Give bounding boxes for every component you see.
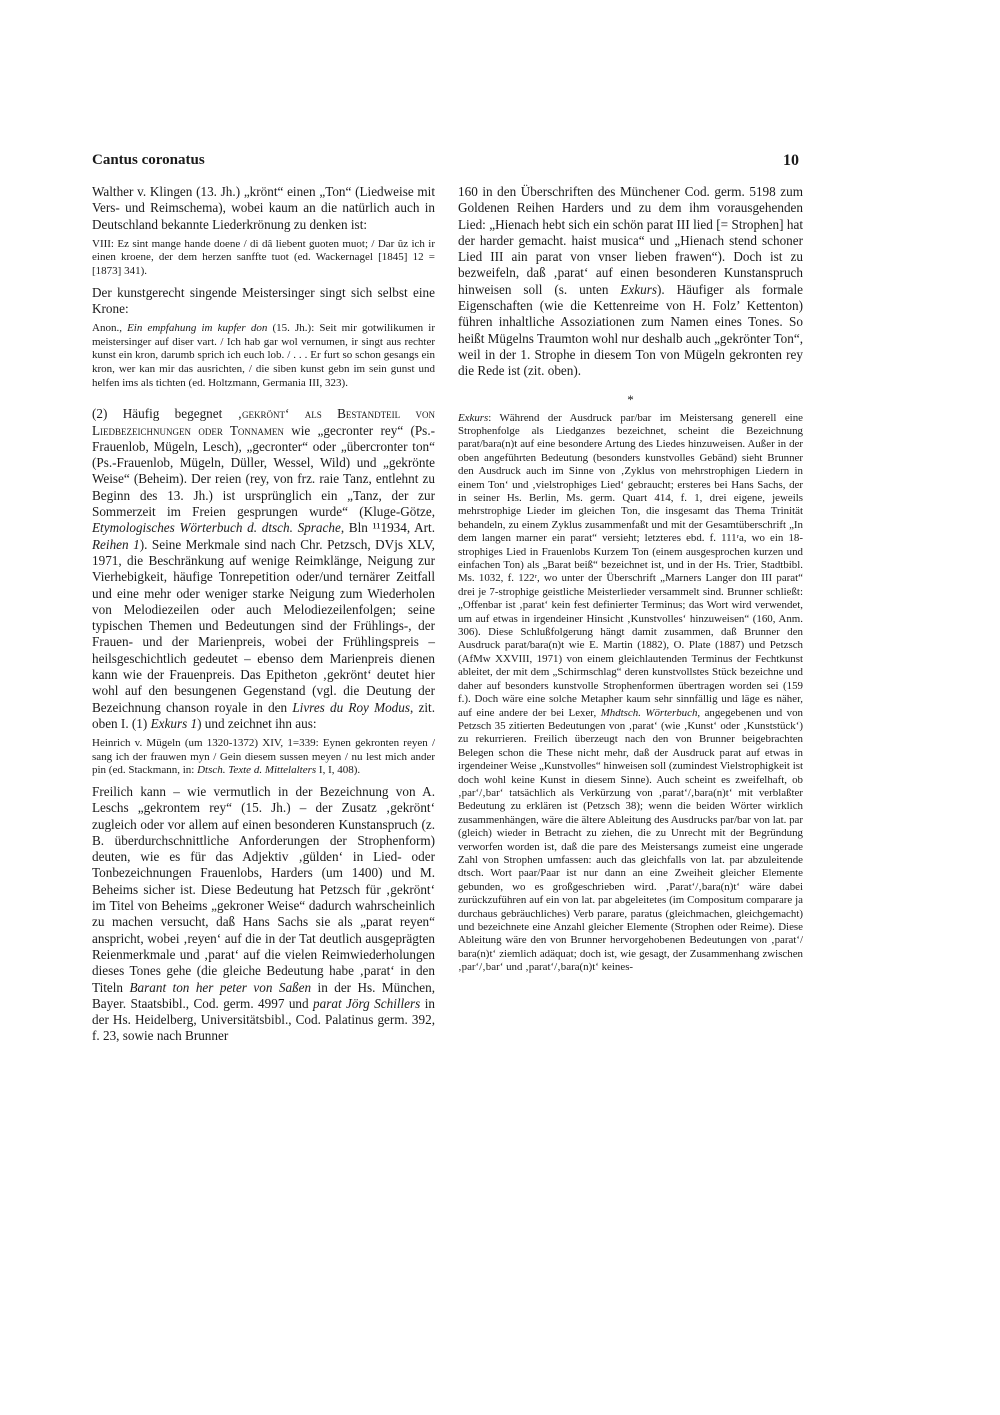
- running-title: Cantus coronatus: [92, 152, 205, 168]
- paragraph-2: Der kunstgerecht singende Meistersinger singt sich selbst eine Krone:: [92, 284, 435, 316]
- paragraph-4: [92, 784, 435, 1045]
- page-number: 10: [783, 152, 799, 169]
- text: 160 in den Überschriften des Münchener Cod. germ. 5198 zum Goldenen Reihen Harders und zu dem ihm vorausgehenden Lied: „Hienach hebt sich ein schön parat III lied [= Strophen] hat der harder gemacht. haist musica“ und „Hienach stend schoner Lied III ain parat von vnser lieben frawen“). Doch ist zu bezweifeln, daß ‚parat‘ auf einen besonderen Kunstanspruch hinweisen soll (s. unten: [458, 184, 803, 297]
- exkurs-label: Exkurs: [458, 411, 489, 424]
- text: Heinrich v. Mügeln (um 1320-1372) XIV, 1=339: Eynen gekronten reyen / sang ich der frauwen myn / Gein diesem sussen meyen / nu lest mich ander pin (ed. Stackmann, in:: [92, 737, 435, 777]
- quote-anon: [92, 322, 435, 390]
- title: Barant ton her peter von Saßen: [129, 979, 312, 995]
- text: ). Häufiger als formale Eigenschaften (wie die Kettenreime von H. Folz’ Kettenton) führen inhaltliche Assoziationen zum Namen eines Tones. So heißt Mügelns Traumton wohl nur deshalb auch „gekrönter Ton“, weil in der 1. Strophe in diesem Ton von Mügeln gekronten rey die Rede ist (zit. oben).: [458, 281, 803, 379]
- text: : Während der Ausdruck par/bar im Meistersang generell eine Strophenfolge als Liedganzes bezeichnet, scheint die Bezeichnung parat/bara(n)t auf eine besondere Artung des Liedes hinzuweisen. Außer in der oben angeführten Bedeutung (besonders kunstvolles Gebänd) sieht Brunner den Ausdruck auch im Sinne von ‚Zyklus von mehrstrophigen Liedern in einem Ton‘ und ‚vielstrophiges Lied‘ gebraucht; ersteres bei Hans Sachs, der in seiner Hs. Berlin, Ms. germ. Quart 414, f. 1, drei eigene, jeweils mehrstrophige Lieder im gleichen Ton, die insgesamt das Thema Trinität behandeln, zu einem Zyklus zusammenfaßt und mit der Gesamtüberschrift „In dem langen marner ein parat“ versieht; letzteres ebd. f. 111ʳa, wo ein 18-strophiges Lied in Frauenlobs Kurzem Ton (einem ausgesprochen kurzen und einfachen Ton) als „Barat beiß“ bezeichnet ist, und in der Hs. Trier, Stadtbibl. Ms. 1032, f. 122ʳ, wo unter der Überschrift „Marners Langer don III parat“ drei je 7-strophige geistliche Meisterlieder versammelt sind. Brunner schließt: „Offenbar ist ‚parat‘ kein fest definierter Terminus; das Wort wird verwendet, um auf etwas in irgendeiner Hinsicht ‚Kunstvolles‘ hinzuweisen“ (160, Anm. 306). Diese Schlußfolgerung hängt damit zusammen, daß Brunner den Ausdruck parat/bara(n)t wie E. Martin (1882), O. Plate (1887) und Petzsch (AfMw XXVIII, 1971) von einem gleichlautenden Terminus der Fechtkunst ableitet, der mit dem „Schirmschlag“ deren kunstvollstes Stück bezeichne und daher auf besonders kunstvolle Strophenformen übertragen worden sei (159 f.). Doch wäre eine solche Metapher kaum sehr sinnfällig und läge es näher, auf eine andere der bei Lexer,: [458, 411, 803, 719]
- text: wie „gecronter rey“ (Ps.-Frauenlob, Mügeln, Lesch), „gecronter“ oder „übercronter ton“ (Ps.-Frauenlob, Mügeln, Düller, Wessel, Wild) und „gekrönte Weise“ (Beheim). Der reien (rey, von frz. raie Tanz, entlehnt zu Beginn des 13. Jh.) ist ursprünglich ein „Tanz, der zur Sommerzeit im Freien gesprungen wurde“ (Kluge-Götze,: [92, 422, 436, 520]
- quote-wackernagel: VIII: Ez sint mange hande doene / di dâ liebent guoten muot; / Dar ûz ich ir einen kroene, der dem herzen sanffte tuot (ed. Wackernagel [1845] 12 = [1873] 341).: [92, 237, 435, 278]
- book-title: Etymologisches Wörterbuch d. dtsch. Sprache: [92, 520, 341, 536]
- text: ) und zeichnet ihn aus:: [197, 715, 317, 731]
- text: I, I, 408).: [316, 764, 361, 777]
- text: (2) Häufig begegnet ‚: [92, 406, 243, 422]
- section-separator: *: [627, 391, 634, 407]
- section-heading: gekrönt‘ als Bestandteil von Liedbezeichnungen oder Tonnamen: [92, 406, 435, 438]
- title: parat Jörg Schillers: [313, 995, 421, 1011]
- right-column: [458, 184, 803, 975]
- cross-reference: Exkurs 1: [150, 715, 198, 731]
- exkurs-note: [458, 412, 803, 975]
- book-title: Livres du Roy Modus: [292, 699, 411, 715]
- text: , Bln ¹¹1934, Art.: [340, 520, 435, 536]
- text: ). Seine Merkmale sind nach Chr. Petzsch, DVjs XLV, 1971, die Beschränkung auf wenige Reimklänge, Neigung zur Vierhebigkeit, häufige Tonrepetition oder/und ternärer Zeitfall und eine mehr oder weniger starke Neigung zum Wiederholen von Melodiezeilen oder auch Melodiezeilenfolgen; seine typischen Themen und Bedeutungen sind der Frühlings-, der Frauen- und der Marienpreis, wobei der Frühlingspreis – heilsgeschichtlich gedeutet – ebenso dem Marienpreis dienen kann wie der Frauenpreis. Das Epitheton ‚gekrönt‘ deutet hier wohl auf den besungenen Gegenstand (vgl. die Deutung der Bezeichnung chanson royale in den: [92, 536, 435, 715]
- quote-muegeln: [92, 737, 435, 778]
- text: , angegebenen und von Petzsch 35 zitierten Bedeutungen von ‚parat‘ (wie ‚Kunst‘ oder ‚Kunststück‘) zu rekurrieren. Freilich überzeugt nach den von Brunner beigebrachten Belegen schon die These nicht mehr, daß der Ausdruck parat auf etwas in irgendeiner Weise „Kunstvolles“ hinweisen soll (zumindest Vielstrophigkeit ist doch wohl keine Kunst in diesem Sinne). Auch scheint es zweifelhaft, ob ‚par‘/‚bar‘ tatsächlich als Verkürzung von ‚parat‘/‚bara(n)t‘ mit verblaßter Bedeutung zu erklären ist (Petzsch 38); wenn die beiden Wörter wirklich zusammenhängen, wäre die ältere Ableitung des Ausdrucks par/bar von lat. par (gleich) wieder in Betracht zu ziehen, die zu Unrecht mit der Begründung verworfen worden ist, daß die pare des Meistersangs zumeist eine ungerade Zahl von Strophen umfassen: auch das gleichfalls von lat. par abzuleitende dtsch. Wort paar/Paar ist nur dann an eine Zweiheit gleicher Elemente gebunden, wo es großgeschrieben wird. ‚Parat‘/‚bara(n)t‘ wäre dabei zurückzuführen auf ein von lat. par abgeleitetes (im Compositum comparare ja durchaus gebräuchliches) Verb parare, paratus (gleichmachen, gleichgemacht) und bezeichnete eine Anzahl gleicher Elemente (Strophen oder Reime). Diese Ableitung wäre den von Brunner hervorgehobenen Bedeutungen von ‚parat‘/ bara(n)t‘ ziemlich adäquat; doch ist, wie gesagt, der Zusammenhang zwischen ‚par‘/‚bar‘ und ‚parat‘/‚bara(n)t‘ keines-: [458, 706, 804, 974]
- book-title: Mhdtsch. Wörterbuch: [600, 706, 698, 719]
- text: Freilich kann – wie vermutlich in der Bezeichnung von A. Leschs „gekrontem rey“ (15. Jh.) – der Zusatz ‚gekrönt‘ zugleich oder vor allem auf einen besonderen Kunstanspruch (z. B. überdurchschnittliche Anforderungen der Strophenform) deuten, wie es für das Adjektiv ‚gülden‘ in Lied- oder Tonbezeichnungen Frauenlobs, Harders (um 1400) und M. Beheims sicher ist. Diese Bedeutung hat Petzsch für ‚gekrönt‘ im Titel von Beheims „gekroner Weise“ dadurch wahrscheinlich zu machen versucht, daß Hans Sachs sie als „parat reyen“ anspricht, wobei ‚reyen‘ auf die in der Tat deutlich ausgeprägten Reienmerkmale und ‚parat‘ auf die vielen Reimwiederholungen dieses Tones gehe (die gleiche Bedeutung habe ‚parat‘ in den Titeln: [92, 783, 435, 995]
- text: in der Hs. München, Bayer. Staatsbibl., Cod. germ. 4997 und: [92, 979, 435, 1011]
- article-title: Reihen 1: [92, 536, 140, 552]
- cross-reference: Exkurs: [620, 281, 657, 297]
- quote-anon-text: (15. Jh.): Seit mir gotwilikumen ir meistersinger auf diser vart. / Ich hab gar wol vernumen, ir singt aus rechter kunst ein kron, darumb sprich ich euch lob. / . . . Er furt so schon gesangs ein kron, wer kan mir das ausrichten, / die siben kunst gebn im sein gunst und helfen ims als tichten (ed. Holtzmann, Germania III, 323).: [92, 322, 435, 389]
- quote-anon-text: Anon.,: [92, 322, 128, 335]
- paragraph-1: Walther v. Klingen (13. Jh.) „krönt“ einen „Ton“ (Liedweise mit Vers- und Reimschema), wobei kaum an die natürlich auch in Deutschland bekannte Liederkrönung zu denken ist:: [92, 184, 435, 232]
- book-title: Dtsch. Texte d. Mittelalters: [197, 764, 317, 777]
- paragraph-3: [92, 406, 435, 732]
- text: , zit. oben I. (1): [92, 699, 435, 731]
- text: in der Hs. Heidelberg, Universitätsbibl., Cod. Palatinus germ. 392, f. 23, sowie nach Brunner: [92, 995, 435, 1044]
- quote-anon-title: Ein empfahung im kupfer don: [127, 322, 268, 335]
- left-column: [92, 184, 435, 1045]
- paragraph-5: [458, 184, 803, 380]
